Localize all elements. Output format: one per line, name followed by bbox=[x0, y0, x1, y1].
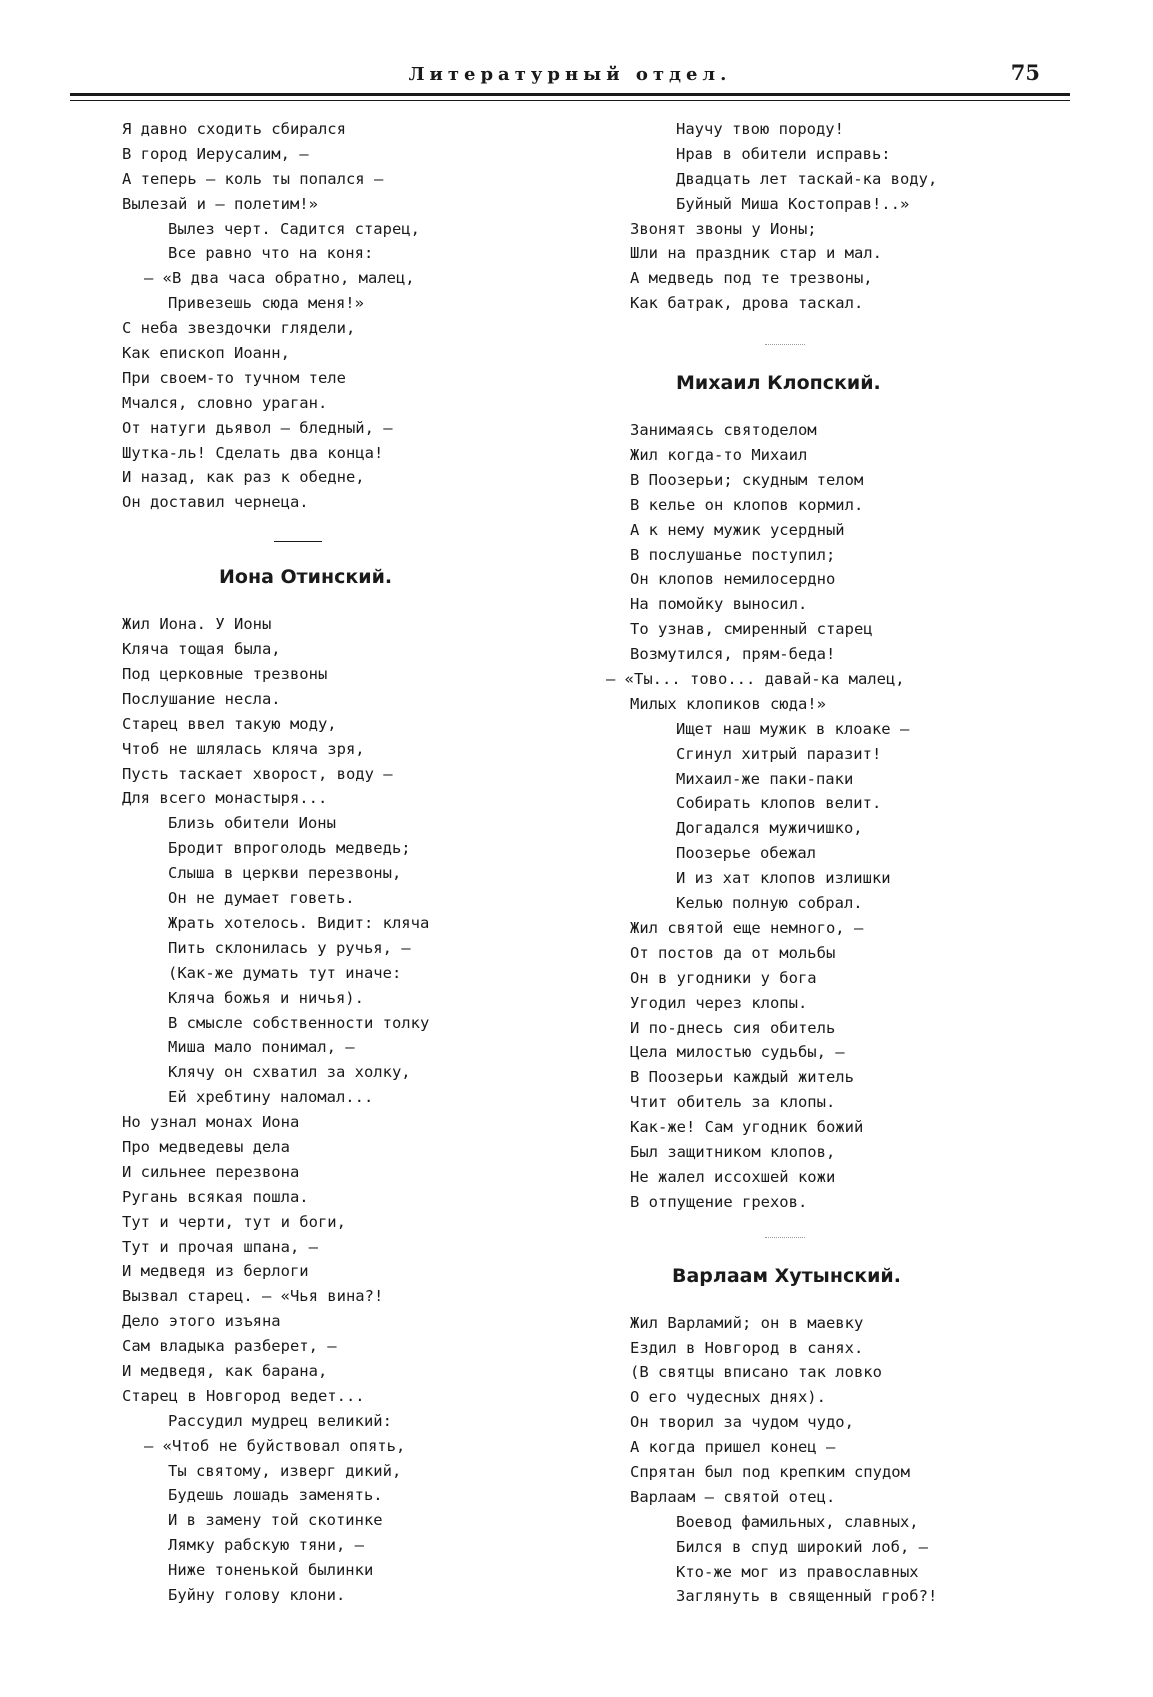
verse-line: Был защитником клопов, bbox=[630, 1142, 836, 1161]
verse-line: Кто-же мог из православных bbox=[676, 1562, 919, 1581]
verse-line: Звонят звоны у Ионы; bbox=[630, 219, 817, 238]
poem-title: Михаил Клопский. bbox=[676, 372, 881, 395]
verse-line: Послушание несла. bbox=[122, 689, 281, 708]
spacer bbox=[122, 592, 582, 612]
verse-line: А когда пришел конец — bbox=[630, 1438, 836, 1457]
verse-line: Старец ввел такую моду, bbox=[122, 714, 337, 733]
verse-line: Ты святому, изверг дикий, bbox=[168, 1461, 402, 1480]
spacer bbox=[630, 1239, 1090, 1261]
verse-line: Бродит впроголодь медведь; bbox=[168, 839, 411, 858]
verse-line: Пусть таскает хворост, воду — bbox=[122, 764, 393, 783]
verse-line: Как батрак, дрова таскал. bbox=[630, 294, 864, 313]
verse-line: Тут и прочая шпана, — bbox=[122, 1237, 318, 1256]
verse-line: Для всего монастыря... bbox=[122, 789, 328, 808]
verse-line: И в замену той скотинке bbox=[168, 1511, 383, 1530]
spacer bbox=[630, 398, 1090, 418]
verse-line: Шутка-ль! Сделать два конца! bbox=[122, 443, 384, 462]
verse-line: И назад, как раз к обедне, bbox=[122, 468, 365, 487]
verse-line: Тут и черти, тут и боги, bbox=[122, 1212, 346, 1231]
verse-line: О его чудесных днях). bbox=[630, 1388, 826, 1407]
poem-block bbox=[630, 117, 1090, 316]
verse-line: Ей хребтину наломал... bbox=[168, 1088, 374, 1107]
verse-line: Воевод фамильных, славных, bbox=[676, 1512, 919, 1531]
verse-line: А к нему мужик усердный bbox=[630, 520, 845, 539]
verse-line: Я давно сходить сбирался bbox=[122, 120, 346, 138]
verse-line: Мчался, словно ураган. bbox=[122, 393, 328, 412]
verse-line: Про медведевы дела bbox=[122, 1137, 290, 1156]
verse-line: Кляча божья и ничья). bbox=[168, 988, 364, 1007]
verse-line: Он клопов немилосердно bbox=[630, 570, 836, 589]
verse-line: Миша мало понимал, — bbox=[168, 1038, 355, 1057]
verse-line: На помойку выносил. bbox=[630, 595, 808, 614]
verse-line: Сам владыка разберет, — bbox=[122, 1337, 337, 1356]
spacer bbox=[122, 515, 582, 541]
verse-line: Он доставил чернеца. bbox=[122, 493, 309, 512]
verse-line: (В святцы вписано так ловко bbox=[630, 1363, 882, 1382]
verse-line: От постов да от мольбы bbox=[630, 943, 836, 962]
spacer bbox=[630, 1291, 1090, 1311]
verse-line: Жил Варламий; он в маевку bbox=[630, 1313, 864, 1332]
verse-line: Чтоб не шлялась кляча зря, bbox=[122, 739, 365, 758]
verse-line: В келье он клопов кормил. bbox=[630, 495, 864, 514]
verse-line: Двадцать лет таскай-ка воду, bbox=[676, 169, 938, 188]
verse-line: Собирать клопов велит. bbox=[676, 794, 882, 813]
verse-line: Ездил в Новгород в санях. bbox=[630, 1338, 864, 1357]
verse-line: Близь обители Ионы bbox=[168, 814, 336, 833]
verse-line: Пить склонилась у ручья, — bbox=[168, 938, 411, 957]
verse-line: Ищет наш мужик в клоаке — bbox=[676, 719, 910, 738]
verse-line: Возмутился, прям-беда! bbox=[630, 645, 836, 664]
page-number: 75 bbox=[1010, 60, 1040, 85]
spacer bbox=[630, 1215, 1090, 1237]
verse-line: Михаил-же паки-паки bbox=[676, 769, 854, 788]
verse-line: А теперь — коль ты попался — bbox=[122, 169, 384, 188]
verse-line: От натуги дьявол — бледный, — bbox=[122, 418, 393, 437]
verse-line: В Поозерьи; скудным телом bbox=[630, 470, 864, 489]
verse-line: Как епископ Иоанн, bbox=[122, 344, 290, 363]
poem-block bbox=[122, 117, 582, 515]
verse-line: Он в угодники у бога bbox=[630, 968, 817, 987]
poem-block bbox=[630, 1311, 1090, 1610]
verse-line: Старец в Новгород ведет... bbox=[122, 1386, 365, 1405]
verse-line: Будешь лошадь заменять. bbox=[168, 1486, 383, 1505]
verse-line: Чтит обитель за клопы. bbox=[630, 1093, 836, 1112]
verse-line: С неба звездочки глядели, bbox=[122, 319, 356, 338]
verse-line: — «Чтоб не буйствовал опять, bbox=[144, 1436, 406, 1455]
verse-line: Ругань всякая пошла. bbox=[122, 1187, 309, 1206]
page-header bbox=[70, 58, 1070, 98]
verse-line: Сгинул хитрый паразит! bbox=[676, 744, 882, 763]
verse-line: Бился в спуд широкий лоб, — bbox=[676, 1537, 928, 1556]
verse-line: Шли на праздник стар и мал. bbox=[630, 244, 882, 263]
verse-line: В послушанье поступил; bbox=[630, 545, 836, 564]
right-column bbox=[606, 117, 1090, 1609]
verse-line: — «В два часа обратно, малец, bbox=[144, 269, 415, 288]
verse-line: Варлаам — святой отец. bbox=[630, 1487, 836, 1506]
verse-line: Лямку рабскую тяни, — bbox=[168, 1536, 364, 1555]
verse-line: Спрятан был под крепким спудом bbox=[630, 1462, 910, 1481]
verse-line: И из хат клопов излишки bbox=[676, 869, 891, 888]
spacer bbox=[630, 316, 1090, 344]
verse-line: Слыша в церкви перезвоны, bbox=[168, 864, 402, 883]
verse-line: И по-днесь сия обитель bbox=[630, 1018, 836, 1037]
verse-line: И медведя, как барана, bbox=[122, 1361, 328, 1380]
verse-line: Догадался мужичишко, bbox=[676, 819, 863, 838]
spacer bbox=[122, 542, 582, 562]
verse-line: Клячу он схватил за холку, bbox=[168, 1063, 411, 1082]
verse-line: Дело этого изъяна bbox=[122, 1312, 281, 1331]
verse-line: То узнав, смиренный старец bbox=[630, 620, 873, 639]
left-column bbox=[122, 117, 582, 1608]
verse-line: Не жалел иссохшей кожи bbox=[630, 1167, 836, 1186]
verse-line: Вылез черт. Садится старец, bbox=[168, 219, 420, 238]
poem-block bbox=[606, 418, 1090, 1215]
verse-line: В город Иерусалим, — bbox=[122, 144, 309, 163]
verse-line: Цела милостью судьбы, — bbox=[630, 1043, 845, 1062]
verse-line: И сильнее перезвона bbox=[122, 1162, 300, 1181]
verse-line: Жил Иона. У Ионы bbox=[122, 615, 272, 634]
verse-line: Жил святой еще немного, — bbox=[630, 918, 864, 937]
verse-line: Под церковные трезвоны bbox=[122, 665, 328, 684]
verse-line: (Как-же думать тут иначе: bbox=[168, 963, 402, 982]
verse-line: Вылезай и — полетим!» bbox=[122, 194, 318, 213]
verse-line: Буйну голову клони. bbox=[168, 1585, 346, 1604]
verse-line: Нрав в обители исправь: bbox=[676, 144, 891, 163]
verse-line: Вызвал старец. — «Чья вина?! bbox=[122, 1287, 384, 1306]
verse-line: И медведя из берлоги bbox=[122, 1262, 309, 1281]
verse-line: Но узнал монах Иона bbox=[122, 1113, 300, 1132]
poem-block bbox=[122, 612, 582, 1608]
verse-line: Как-же! Сам угодник божий bbox=[630, 1118, 864, 1137]
verse-line: Кляча тощая была, bbox=[122, 640, 281, 659]
verse-line: Угодил через клопы. bbox=[630, 993, 808, 1012]
poem-title: Иона Отинский. bbox=[219, 566, 393, 589]
verse-line: Жил когда-то Михаил bbox=[630, 446, 808, 465]
verse-line: Жрать хотелось. Видит: кляча bbox=[168, 913, 430, 932]
verse-line: Келью полную собрал. bbox=[676, 894, 863, 913]
spacer bbox=[630, 346, 1090, 368]
verse-line: А медведь под те трезвоны, bbox=[630, 269, 873, 288]
verse-line: Занимаясь святоделом bbox=[630, 421, 817, 440]
verse-line: Он творил за чудом чудо, bbox=[630, 1413, 854, 1432]
verse-line: Заглянуть в священный гроб?! bbox=[676, 1587, 938, 1606]
verse-line: — «Ты... тово... давай-ка малец, bbox=[606, 670, 905, 689]
verse-line: Все равно что на коня: bbox=[168, 244, 374, 263]
verse-line: В отпущение грехов. bbox=[630, 1192, 808, 1211]
header-rule bbox=[70, 93, 1070, 101]
verse-line: Поозерье обежал bbox=[676, 844, 816, 863]
verse-line: Милых клопиков сюда!» bbox=[630, 694, 826, 713]
verse-line: При своем-то тучном теле bbox=[122, 368, 346, 387]
verse-line: Ниже тоненькой былинки bbox=[168, 1561, 374, 1580]
running-title: Литературный отдел. bbox=[408, 64, 732, 85]
verse-line: В смысле собственности толку bbox=[168, 1013, 430, 1032]
verse-line: Рассудил мудрец великий: bbox=[168, 1411, 392, 1430]
verse-line: Буйный Миша Костоправ!..» bbox=[676, 194, 910, 213]
verse-line: Научу твою породу! bbox=[676, 120, 844, 138]
poem-title: Варлаам Хутынский. bbox=[672, 1264, 901, 1287]
verse-line: Он не думает говеть. bbox=[168, 889, 355, 908]
verse-line: Привезешь сюда меня!» bbox=[168, 294, 364, 313]
verse-line: В Поозерьи каждый житель bbox=[630, 1068, 854, 1087]
